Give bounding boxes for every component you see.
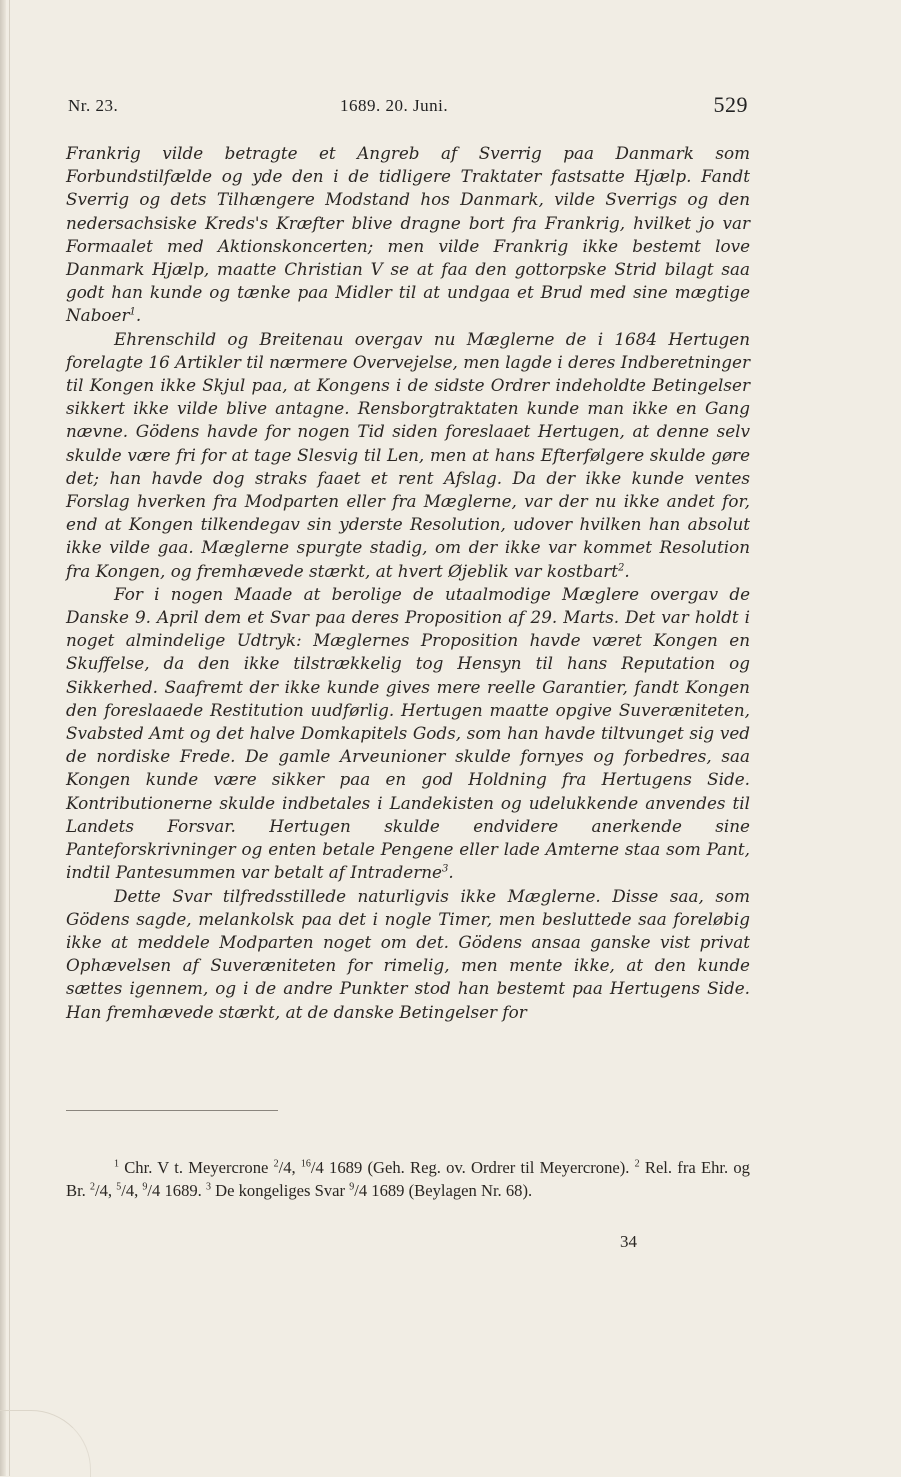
text-run: Rel. fra Ehr. og Br. (66, 1158, 750, 1200)
text-run: /4 1689. (147, 1181, 206, 1200)
footnote-ref: 9 (142, 1181, 148, 1193)
text-run: For i nogen Maade at berolige de utaalmodige Mæglere overgav de Danske 9. April dem et Svar paa deres Proposition af 29. Marts. Det var holdt i noget almindelige Udtryk: Mæglernes Proposition havde været Kongen en Skuffelse, da den ikke tilstrækkelig tog Hensyn til hans Reputation og Sikkerhed. Saafremt der ikke kunde gives mere reelle Garantier, fandt Kongen den foreslaaede Restitution uudførlig. Hertugen maatte opgive Suveræniteten, Svabsted Amt og det halve Domkapitels Gods, som han havde tiltvunget sig ved de nordiske Frede. De gamle Arveunioner skulde fornyes og forbedres, saa Kongen kunde være sikker paa en god Holdning fra Hertugens Side. Kontributionerne skulde indbetales i Landekisten og udelukkende anvendes til Landets Forsvar. Hertugen skulde endvidere anerkende sine Panteforskrivninger og enten betale Pengene eller lade Amterne staa som Pant, indtil Pantesummen var betalt af Intraderne (66, 583, 750, 883)
footnote-divider (66, 1110, 278, 1111)
scan-edge (0, 0, 6, 1476)
text-run: /4, (121, 1181, 143, 1200)
text-run: Frankrig vilde betragte et Angreb af Sverrig paa Danmark som Forbundstilfælde og yde den i de tidligere Traktater fastsatte Hjælp. Fandt Sverrig og dets Tilhængere Modstand hos Danmark, vilde Sverrigs og den nedersachsiske Kreds's Kræfter blive dragne bort fra Frankrig, hvilket jo var Formaalet med Aktionskoncerten; men vilde Frankrig ikke bestemt love Danmark Hjælp, maatte Christian V se at faa den gottorpske Strid bilagt saa godt han kunde og tænke paa Midler til at undgaa et Brud med sine mægtige Naboer (66, 143, 750, 326)
paragraph (66, 328, 750, 583)
footnote-text (66, 1156, 750, 1202)
footnote-ref: 2 (89, 1181, 95, 1193)
paragraph (66, 885, 750, 1024)
footnote-ref: 1 (129, 306, 136, 318)
footnote-ref: 2 (273, 1158, 279, 1170)
text-run: Dette Svar tilfredsstillede naturligvis ikke Mæglerne. Disse saa, som Gödens sagde, melankolsk paa det i nogle Timer, men besluttede saa foreløbig ikke at meddele Modparten noget om det. Gödens ansaa ganske vist privat Ophævelsen af Suveræniteten for rimelig, men mente ikke, at den kunde sættes igennem, og i de andre Punkter stod han bestemt paa Hertugens Side. Han fremhævede stærkt, at de danske Betingelser for (66, 885, 750, 1022)
text-run: . (624, 560, 630, 581)
footnote-ref: 3 (441, 863, 449, 875)
footnote-ref: 2 (617, 562, 625, 574)
text-run: /4, (278, 1158, 301, 1177)
paragraph (66, 142, 750, 328)
body-text (66, 142, 750, 1024)
footnotes (66, 1156, 750, 1202)
footnote-ref: 16 (300, 1158, 311, 1170)
text-run: . (135, 305, 142, 326)
text-run: /4, (94, 1181, 117, 1200)
text-run: . (448, 862, 454, 883)
page-number: 529 (713, 92, 748, 117)
footnote-ref: 9 (349, 1181, 355, 1193)
text-run: De kongeliges Svar (210, 1181, 350, 1200)
paragraph (66, 583, 750, 885)
footnote-ref: 1 (114, 1158, 119, 1170)
document-number: Nr. 23. (68, 96, 119, 115)
text-run: /4 1689 (Beylagen Nr. 68). (354, 1181, 533, 1200)
printer-signature: 34 (620, 1232, 637, 1251)
footnote-ref: 5 (116, 1181, 122, 1193)
footnote-ref: 2 (634, 1158, 640, 1170)
text-run: Chr. V t. Meyercrone (119, 1158, 274, 1177)
text-run: /4 1689 (Geh. Reg. ov. Ordrer til Meyercrone). (310, 1158, 635, 1177)
header-date: 1689. 20. Juni. (340, 96, 449, 115)
text-run: Ehrenschild og Breitenau overgav nu Mæglerne de i 1684 Hertugen forelagte 16 Artikler til nærmere Overvejelse, men lagde i deres Indberetninger til Kongen ikke Skjul paa, at Kongens i de sidste Ordrer indeholdte Betingelser sikkert ikke vilde blive antagne. Rensborgtraktaten kunde man ikke en Gang nævne. Gödens havde for nogen Tid siden foreslaaet Hertugen, at denne selv skulde være fri for at tage Slesvig til Len, men at hans Efterfølgere skulde gøre det; han havde dog straks faaet et rent Afslag. Da der ikke kunde ventes Forslag hverken fra Modparten eller fra Mæglerne, var der nu ikke andet for, end at Kongen tilkendegav sin yderste Resolution, udover hvilken han absolut ikke vilde gaa. Mæglerne spurgte stadig, om der ikke var kommet Resolution fra Kongen, og fremhævede stærkt, at hvert Øjeblik var kostbart (66, 328, 750, 581)
scan-margin-line (9, 0, 10, 1476)
page-fold-mark (0, 1410, 91, 1477)
running-header (68, 92, 748, 122)
footnote-ref: 3 (205, 1181, 211, 1193)
